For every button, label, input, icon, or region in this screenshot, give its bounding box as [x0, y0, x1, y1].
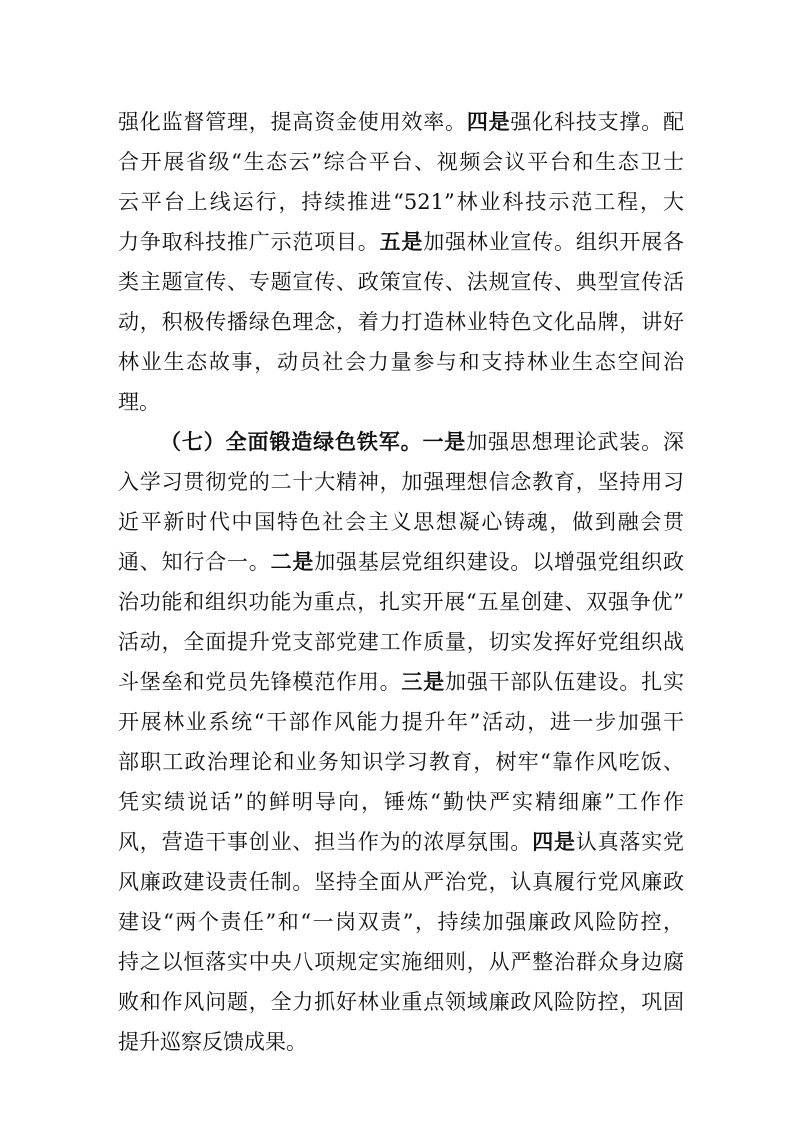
- text-line: [118, 902, 684, 942]
- section-heading-line: [118, 422, 684, 462]
- text-line: [118, 662, 684, 702]
- text-segment: 云平台上线运行，持续推进“521”林业科技示范工程，大: [118, 190, 684, 214]
- text-segment: 风，营造干事创业、担当作为的浓厚氛围。: [118, 830, 533, 854]
- document-page: [118, 102, 684, 1062]
- text-line: [118, 302, 684, 342]
- bold-text-segment: 一是: [422, 429, 467, 454]
- text-line: [118, 502, 684, 542]
- text-line: [118, 262, 684, 302]
- text-line: [118, 142, 684, 182]
- text-segment: 风廉政建设责任制。坚持全面从严治党，认真履行党风廉政: [118, 870, 684, 894]
- text-line: [118, 622, 684, 662]
- text-line: [118, 222, 684, 262]
- text-line: [118, 982, 684, 1022]
- text-line: [118, 942, 684, 982]
- text-line: [118, 342, 684, 382]
- text-line: [118, 782, 684, 822]
- text-segment: 持之以恒落实中央八项规定实施细则，从严整治群众身边腐: [118, 950, 684, 974]
- bold-text-segment: （七）全面锻造绿色铁军。: [160, 429, 423, 454]
- text-segment: 理。: [118, 390, 160, 414]
- text-segment: 建设“两个责任”和“一岗双责”，持续加强廉政风险防控，: [118, 910, 684, 934]
- text-segment: 通、知行合一。: [118, 550, 271, 574]
- text-segment: 开展林业系统“干部作风能力提升年”活动，进一步加强干: [118, 710, 684, 734]
- bold-text-segment: 四是: [466, 109, 511, 134]
- text-segment: 败和作风问题，全力抓好林业重点领域廉政风险防控，巩固: [118, 990, 684, 1014]
- text-segment: 加强干部队伍建设。扎实: [445, 670, 684, 694]
- text-line: [118, 542, 684, 582]
- text-segment: 加强思想理论武装。深: [466, 430, 684, 454]
- text-segment: 强化科技支撑。配: [510, 110, 684, 134]
- text-segment: 林业生态故事，动员社会力量参与和支持林业生态空间治: [118, 350, 684, 374]
- text-segment: 加强林业宣传。组织开展各: [423, 230, 684, 254]
- text-segment: 斗堡垒和党员先锋模范作用。: [118, 670, 402, 694]
- text-line: [118, 582, 684, 622]
- text-line: [118, 702, 684, 742]
- text-segment: 类主题宣传、专题宣传、政策宣传、法规宣传、典型宣传活: [118, 270, 684, 294]
- text-line: [118, 182, 684, 222]
- bold-text-segment: 四是: [532, 829, 576, 854]
- text-segment: 提升巡察反馈成果。: [118, 1030, 307, 1054]
- text-segment: 强化监督管理，提高资金使用效率。: [118, 110, 467, 134]
- bold-text-segment: 五是: [379, 229, 424, 254]
- text-line: [118, 462, 684, 502]
- text-segment: 近平新时代中国特色社会主义思想凝心铸魂，做到融会贯: [118, 510, 684, 534]
- text-line: [118, 742, 684, 782]
- text-line: [118, 862, 684, 902]
- text-segment: 动，积极传播绿色理念，着力打造林业特色文化品牌，讲好: [118, 310, 684, 334]
- text-segment: 凭实绩说话”的鲜明导向，锤炼“勤快严实精细廉”工作作: [118, 790, 684, 814]
- bold-text-segment: 二是: [270, 549, 315, 574]
- text-line: [118, 1022, 684, 1062]
- text-segment: 治功能和组织功能为重点，扎实开展“五星创建、双强争优”: [118, 590, 684, 614]
- text-line: [118, 382, 684, 422]
- text-segment: 认真落实党: [575, 830, 684, 854]
- text-segment: 部职工政治理论和业务知识学习教育，树牢“靠作风吃饭、: [118, 750, 684, 774]
- text-segment: 入学习贯彻党的二十大精神，加强理想信念教育，坚持用习: [118, 470, 684, 494]
- text-segment: 加强基层党组织建设。以增强党组织政: [314, 550, 684, 574]
- text-segment: 活动，全面提升党支部党建工作质量，切实发挥好党组织战: [118, 630, 684, 654]
- text-line: [118, 102, 684, 142]
- text-line: [118, 822, 684, 862]
- text-segment: 合开展省级“生态云”综合平台、视频会议平台和生态卫士: [118, 150, 684, 174]
- text-segment: 力争取科技推广示范项目。: [118, 230, 380, 254]
- bold-text-segment: 三是: [401, 669, 446, 694]
